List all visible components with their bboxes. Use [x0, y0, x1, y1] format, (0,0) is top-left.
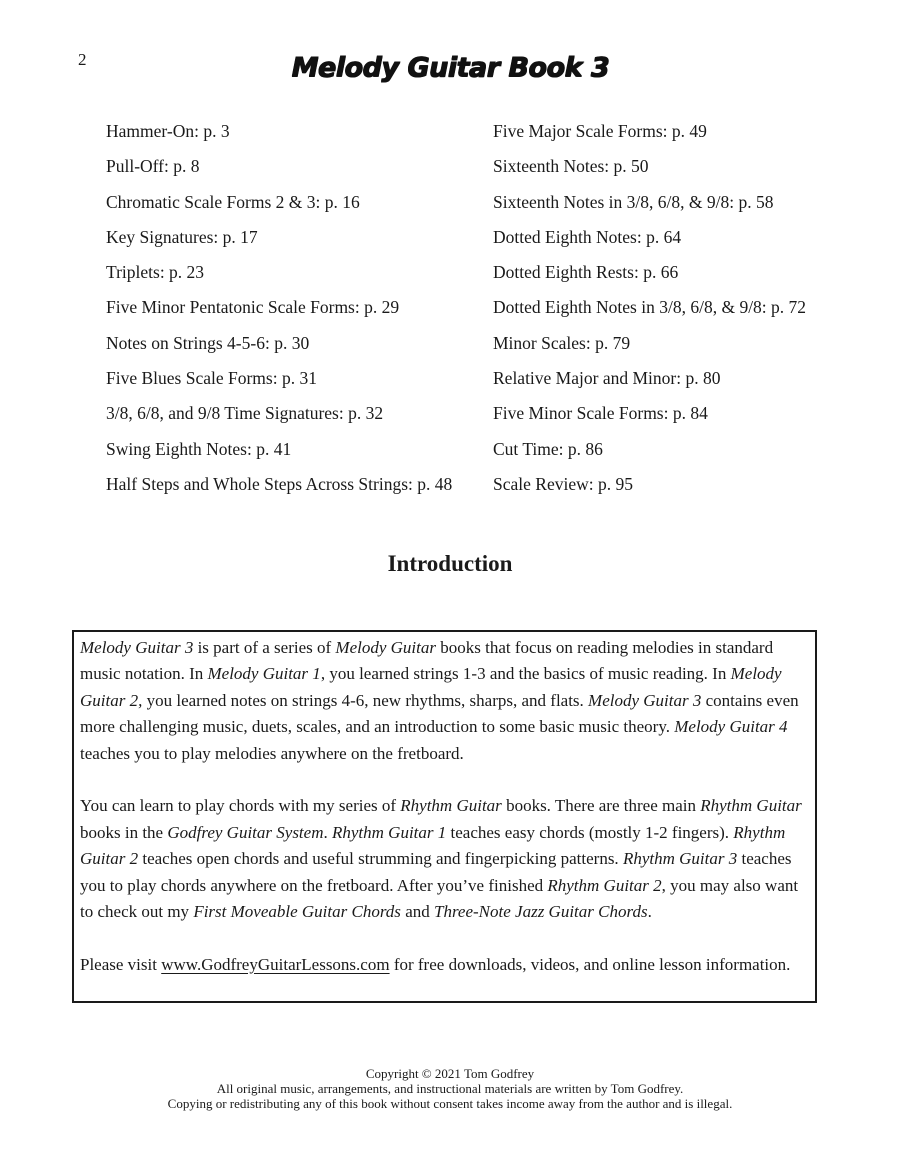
toc-right-column: [493, 119, 806, 507]
introduction-box: [72, 630, 817, 1003]
text-run: teaches open chords and useful strumming and fingerpicking patterns.: [138, 849, 623, 869]
book-ref: Rhythm Guitar: [400, 796, 502, 816]
text-run: teaches you to play chords anywhere on the fretboard. After you’ve finished: [80, 849, 792, 895]
text-run: You can learn to play chords with my series of: [80, 796, 401, 816]
book-ref: Rhythm Guitar 1: [331, 822, 447, 842]
book-ref: Melody Guitar 3: [80, 638, 194, 657]
book-title: Melody Guitar Book 3: [291, 52, 609, 83]
copyright-line: Copyright © 2021 Tom Godfrey: [365, 1066, 535, 1081]
text-run: Please visit: [80, 954, 162, 974]
introduction-heading: Introduction: [387, 551, 513, 576]
intro-paragraph-2: [80, 793, 809, 925]
toc-entry: Swing Eighth Notes: p. 41: [106, 438, 292, 459]
book-ref: Rhythm Guitar: [700, 796, 802, 816]
book-ref: Three-Note Jazz Guitar Chords: [433, 902, 648, 922]
text-run: you learned notes on strings 4-6, new rhythms, sharps, and flats.: [142, 690, 589, 710]
text-run: .: [647, 902, 652, 922]
toc-entry: Chromatic Scale Forms 2 & 3: p. 16: [106, 191, 360, 212]
toc-entry: Dotted Eighth Rests: p. 66: [493, 262, 679, 283]
book-ref: Melody Guitar: [335, 638, 436, 657]
text-run: teaches you to play melodies anywhere on the fretboard.: [80, 743, 464, 763]
toc-left-column: [106, 119, 452, 507]
text-run: is part of a series of: [193, 638, 336, 657]
book-ref: Godfrey Guitar System: [167, 822, 324, 842]
text-run: and: [400, 902, 434, 922]
text-run: for free downloads, videos, and online lesson information.: [389, 954, 791, 974]
toc-entry: Five Major Scale Forms: p. 49: [493, 121, 707, 141]
intro-paragraph-3: [80, 952, 809, 978]
book-ref: Melody Guitar 1: [207, 664, 321, 684]
toc-entry: Hammer-On: p. 3: [106, 121, 230, 141]
text-run: contains even more challenging music, duets, scales, and an introduction to some basic music theory.: [80, 690, 799, 737]
text-run: , you may also want to check out my: [80, 875, 799, 922]
toc-entry: Relative Major and Minor: p. 80: [493, 368, 721, 389]
text-run: .: [323, 822, 332, 842]
redistribution-notice: Copying or redistributing any of this book without consent takes income away from the author and is illegal.: [167, 1096, 733, 1111]
text-run: , you learned strings 1-3 and the basics of music reading. In: [320, 664, 731, 684]
toc-entry: Sixteenth Notes: p. 50: [493, 156, 649, 177]
book-ref: Melody Guitar 4: [674, 717, 788, 737]
toc-entry: 3/8, 6/8, and 9/8 Time Signatures: p. 32: [106, 403, 384, 424]
book-ref: Rhythm Guitar 2: [80, 822, 786, 869]
book-ref: Melody Guitar 2,: [80, 664, 782, 710]
text-run: books in the: [80, 822, 168, 842]
website-link[interactable]: www.GodfreyGuitarLessons.com: [161, 954, 390, 974]
page-number: 2: [78, 50, 87, 69]
toc-entry: Dotted Eighth Notes in 3/8, 6/8, & 9/8: p. 72: [493, 297, 807, 318]
toc-entry: Sixteenth Notes in 3/8, 6/8, & 9/8: p. 58: [493, 191, 774, 212]
toc-entry: Scale Review: p. 95: [493, 473, 633, 494]
book-ref: First Moveable Guitar Chords: [193, 902, 401, 922]
toc-entry: Dotted Eighth Notes: p. 64: [493, 226, 682, 247]
text-run: books. There are three main: [501, 796, 701, 816]
text-run: books that focus on reading melodies in standard music notation. In: [80, 638, 774, 684]
toc-entry: Half Steps and Whole Steps Across Strings: p. 48: [106, 473, 453, 494]
toc-entry: Triplets: p. 23: [106, 262, 205, 283]
toc-entry: Minor Scales: p. 79: [493, 332, 631, 353]
toc-entry: Cut Time: p. 86: [493, 438, 603, 459]
copyright-footer: [0, 1066, 900, 1111]
text-run: teaches easy chords (mostly 1-2 fingers).: [446, 822, 734, 842]
toc-entry: Key Signatures: p. 17: [106, 226, 258, 247]
toc-entry: Pull-Off: p. 8: [106, 156, 200, 177]
intro-paragraph-1: [80, 635, 809, 767]
toc-entry: Five Minor Pentatonic Scale Forms: p. 29: [106, 297, 400, 318]
toc-entry: Five Minor Scale Forms: p. 84: [493, 403, 708, 424]
book-ref: Rhythm Guitar 2: [547, 875, 662, 895]
toc-entry: Five Blues Scale Forms: p. 31: [106, 368, 317, 389]
book-ref: Rhythm Guitar 3: [622, 849, 738, 869]
authorship-line: All original music, arrangements, and instructional materials are written by Tom Godfrey.: [216, 1081, 684, 1096]
toc-entry: Notes on Strings 4-5-6: p. 30: [106, 332, 310, 353]
book-ref: Melody Guitar 3: [588, 690, 702, 710]
